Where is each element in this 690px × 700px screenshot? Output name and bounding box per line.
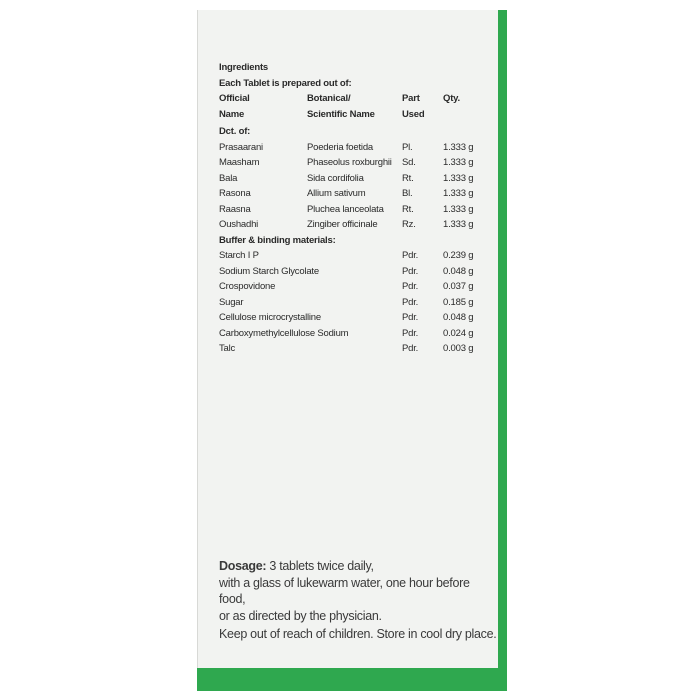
header-official: Official Name (219, 93, 250, 120)
table-row: Bala Sida cordifolia Rt. 1.333 g (219, 172, 474, 184)
table-row: Sugar Pdr. 0.185 g (219, 296, 474, 308)
table-row: Maasham Phaseolus roxburghii Sd. 1.333 g (219, 157, 474, 168)
header-qty: Qty. (443, 93, 460, 104)
herb-list (219, 140, 489, 233)
table-header (219, 91, 489, 122)
buffer-label: Buffer & binding materials: (219, 234, 336, 246)
table-row: Oushadhi Zingiber officinale Rz. 1.333 g (219, 219, 474, 230)
dosage-line-1 (219, 558, 499, 575)
table-row: Talc Pdr. 0.003 g (219, 343, 474, 354)
green-bottom-band (197, 668, 507, 691)
dosage-section (219, 558, 499, 624)
table-row: Carboxymethylcellulose Sodium Pdr. 0.024 g (219, 327, 474, 339)
dosage-label: Dosage: (219, 559, 267, 573)
buffer-list (219, 248, 489, 357)
dosage-line-2: with a glass of lukewarm water, one hour before food, (219, 575, 470, 606)
green-side-edge (498, 10, 507, 691)
ingredients-section (219, 60, 489, 357)
header-part: Part Used (402, 93, 425, 120)
ingredients-intro: Each Tablet is prepared out of: (219, 77, 352, 89)
table-row: Raasna Pluchea lanceolata Rt. 1.333 g (219, 203, 474, 215)
table-row: Rasona Allium sativum Bl. 1.333 g (219, 188, 474, 199)
table-row: Crospovidone Pdr. 0.037 g (219, 281, 474, 292)
table-row: Sodium Starch Glycolate Pdr. 0.048 g (219, 265, 474, 277)
dct-label: Dct. of: (219, 126, 251, 137)
header-botanical: Botanical/ Scientific Name (307, 93, 375, 120)
table-row: Starch I P Pdr. 0.239 g (219, 250, 474, 261)
table-row: Cellulose microcrystalline Pdr. 0.048 g (219, 312, 474, 323)
ingredients-title: Ingredients (219, 62, 269, 73)
dosage-text-1: 3 tablets twice daily, (266, 559, 374, 573)
table-row: Prasaarani Poederia foetida Pl. 1.333 g (219, 141, 474, 153)
dosage-line-3: or as directed by the physician. (219, 608, 382, 623)
storage-instructions: Keep out of reach of children. Store in cool dry place. (219, 627, 497, 641)
